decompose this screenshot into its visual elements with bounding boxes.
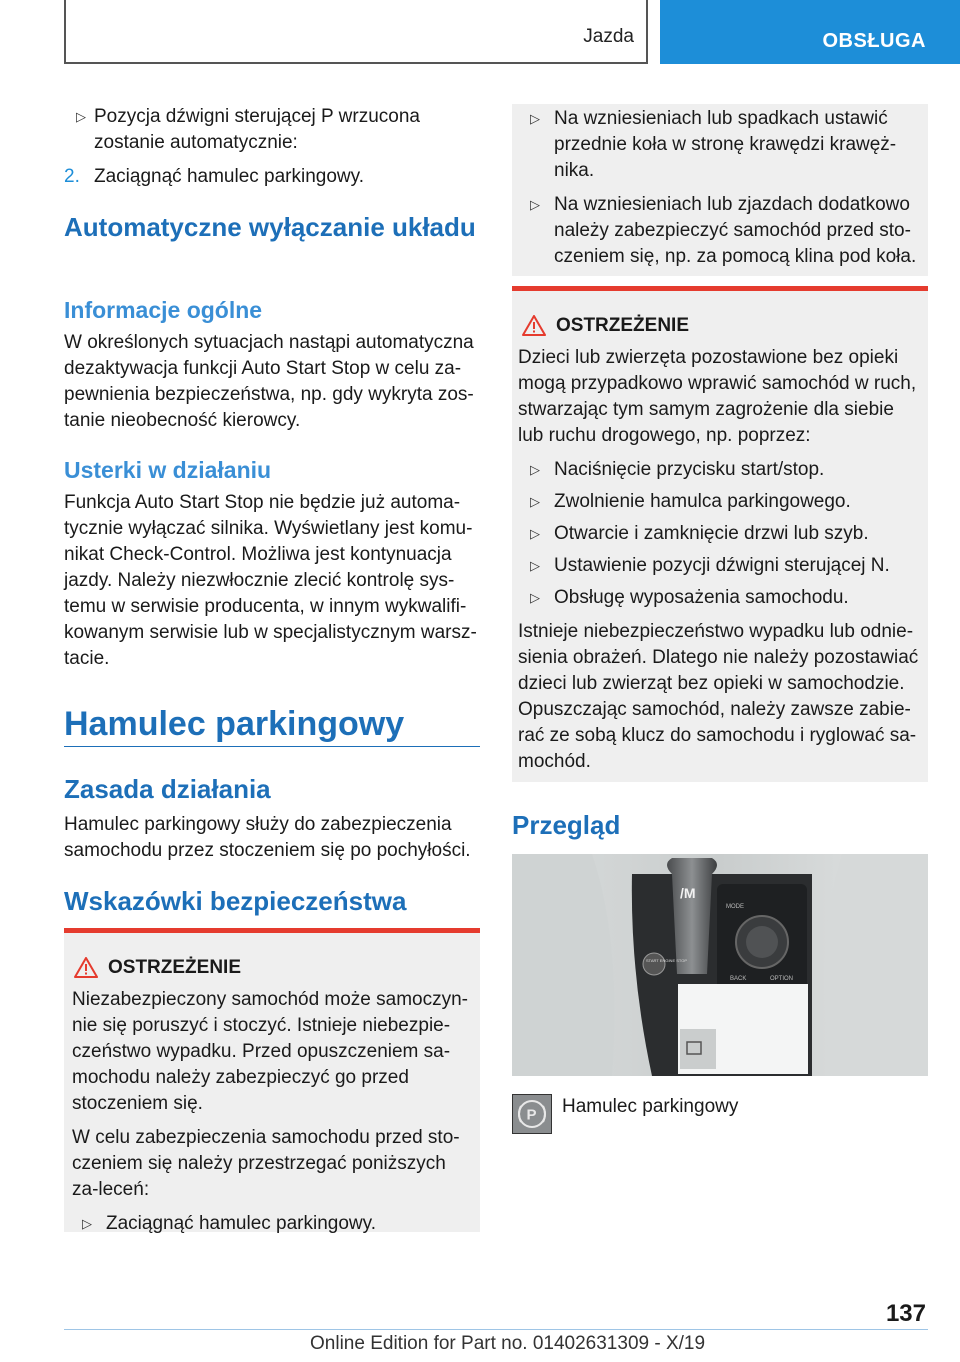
warning-paragraph-1: Niezabezpieczony samochód może samoczyn-nie się poruszyć i stoczyć. Istnieje niebezpie-czeństwo wypadku. Przed opuszczeniem sa-mochodu należy zabezpieczyć go przed stoczeniem się. xyxy=(72,989,469,1114)
list-item xyxy=(64,104,480,156)
warning-heading xyxy=(64,955,480,981)
list-item xyxy=(512,553,928,579)
paragraph-general-info: W określonych sytuacjach nastąpi automatyczna dezaktywacja funkcji Auto Start Stop w celu za-pewnienia bezpieczeństwa, np. gdy wykryta zos-tanie nieobecność kierowcy. xyxy=(64,332,474,431)
bullet-triangle-icon: ▷ xyxy=(530,526,540,541)
list-item-text: Obsługę wyposażenia samochodu. xyxy=(554,587,849,608)
warning-box xyxy=(512,286,928,782)
warning-title: OSTRZEŻENIE xyxy=(556,315,690,336)
warning-heading xyxy=(512,313,928,339)
paragraph-faults: Funkcja Auto Start Stop nie będzie już automa-tycznie wyłączać silnika. Wyświetlany jest komu-nikat Check-Control. Możliwa jest kontynuacja jazdy. Należy niezwłocznie zlecić kontrolę sys-temu w serwisie producenta, w innym wykwalifi-kowanym serwisie lub w specjalistycznym warsz-tacie. xyxy=(64,492,477,669)
svg-text:/M: /M xyxy=(680,885,696,901)
list-item-text: Zwolnienie hamulca parkingowego. xyxy=(554,491,851,512)
numbered-step xyxy=(64,164,480,190)
warning-top-bar xyxy=(64,928,480,933)
page-number: 137 xyxy=(885,1300,926,1327)
header-chapter-title: OBSŁUGA xyxy=(822,30,926,52)
svg-text:OPTION: OPTION xyxy=(770,976,794,982)
bullet-triangle-icon: ▷ xyxy=(530,494,540,509)
list-item-text: Na wzniesieniach lub zjazdach dodatkowo należy zabezpieczyć samochód przed sto-czeniem się, np. za pomocą klina pod koła. xyxy=(554,194,917,267)
list-item-text: Zaciągnąć hamulec parkingowy. xyxy=(106,1213,377,1234)
bullet-triangle-icon: ▷ xyxy=(530,590,540,605)
warning-title: OSTRZEŻENIE xyxy=(108,957,242,978)
step-text: Zaciągnąć hamulec parkingowy. xyxy=(94,166,365,187)
warning-triangle-icon xyxy=(522,315,546,336)
warning-triangle-icon xyxy=(74,957,98,978)
list-item xyxy=(64,1211,480,1237)
list-item-text: Naciśnięcie przycisku start/stop. xyxy=(554,459,825,480)
warning-paragraph-2: W celu zabezpieczenia samochodu przed sto-czeniem się należy przestrzegać poniższych za-leceń: xyxy=(72,1127,460,1200)
instruction-box xyxy=(512,104,928,276)
paragraph-principle: Hamulec parkingowy służy do zabezpieczenia samochodu przez stoczeniem się po pochyłości. xyxy=(64,814,471,861)
figure-caption: Hamulec parkingowy xyxy=(562,1096,739,1117)
bullet-triangle-icon: ▷ xyxy=(530,558,540,573)
list-item-text: Na wzniesieniach lub spadkach ustawić przednie koła w stronę krawędzi krawęż-nika. xyxy=(554,108,897,181)
header-left-tab xyxy=(64,0,648,64)
bullet-triangle-icon: ▷ xyxy=(530,462,540,477)
svg-text:MODE: MODE xyxy=(726,904,744,910)
heading-underline xyxy=(64,746,480,747)
header-section-title: Jazda xyxy=(583,26,634,47)
list-item xyxy=(512,106,928,184)
bullet-triangle-icon: ▷ xyxy=(76,109,86,124)
svg-text:P: P xyxy=(526,1106,537,1124)
heading-auto-off: Automatyczne wyłączanie układu xyxy=(64,212,476,242)
bullet-triangle-icon: ▷ xyxy=(82,1216,92,1231)
heading-faults: Usterki w działaniu xyxy=(64,457,272,483)
warning-box xyxy=(64,928,480,1232)
warning-top-bar xyxy=(512,286,928,291)
list-item xyxy=(512,489,928,515)
list-item-text: Otwarcie i zamknięcie drzwi lub szyb. xyxy=(554,523,869,544)
heading-safety: Wskazówki bezpieczeństwa xyxy=(64,886,407,916)
list-item xyxy=(512,457,928,483)
footer-edition: Online Edition for Part no. 01402631309 - X/19 xyxy=(310,1333,706,1354)
footer-rule xyxy=(64,1329,928,1330)
list-item xyxy=(512,585,928,611)
svg-text:START ENGINE STOP: START ENGINE STOP xyxy=(646,958,688,963)
bullet-triangle-icon: ▷ xyxy=(530,197,540,212)
list-item-text: Ustawienie pozycji dźwigni sterującej N. xyxy=(554,555,890,576)
list-item xyxy=(512,192,928,270)
heading-parking-brake: Hamulec parkingowy xyxy=(64,705,405,743)
step-number: 2. xyxy=(64,166,80,187)
warning-paragraph-1: Dzieci lub zwierzęta pozostawione bez opieki mogą przypadkowo wprawić samochód w ruch, stwarzając tym samym zagrożenie dla siebie lub ruchu drogowego, np. poprzez: xyxy=(518,347,917,446)
parking-brake-icon xyxy=(512,1094,552,1134)
bullet-triangle-icon: ▷ xyxy=(530,111,540,126)
warning-paragraph-2: Istnieje niebezpieczeństwo wypadku lub odnie-sienia obrażeń. Dlatego nie należy pozostawiać dzieci lub zwierząt bez opieki w samochodzie. Opuszczając samochód, należy zawsze zabie-rać ze sobą klucz do samochodu i ryglować sa-mochód. xyxy=(518,621,919,772)
list-item xyxy=(512,521,928,547)
heading-principle: Zasada działania xyxy=(64,774,271,804)
center-console-photo xyxy=(512,854,928,1076)
list-item-text: Pozycja dźwigni sterującej P wrzucona zostanie automatycznie: xyxy=(94,106,420,153)
svg-text:BACK: BACK xyxy=(730,976,747,982)
heading-overview: Przegląd xyxy=(512,810,621,840)
header-chapter-tab[interactable] xyxy=(660,0,960,64)
heading-general-info: Informacje ogólne xyxy=(64,297,263,323)
